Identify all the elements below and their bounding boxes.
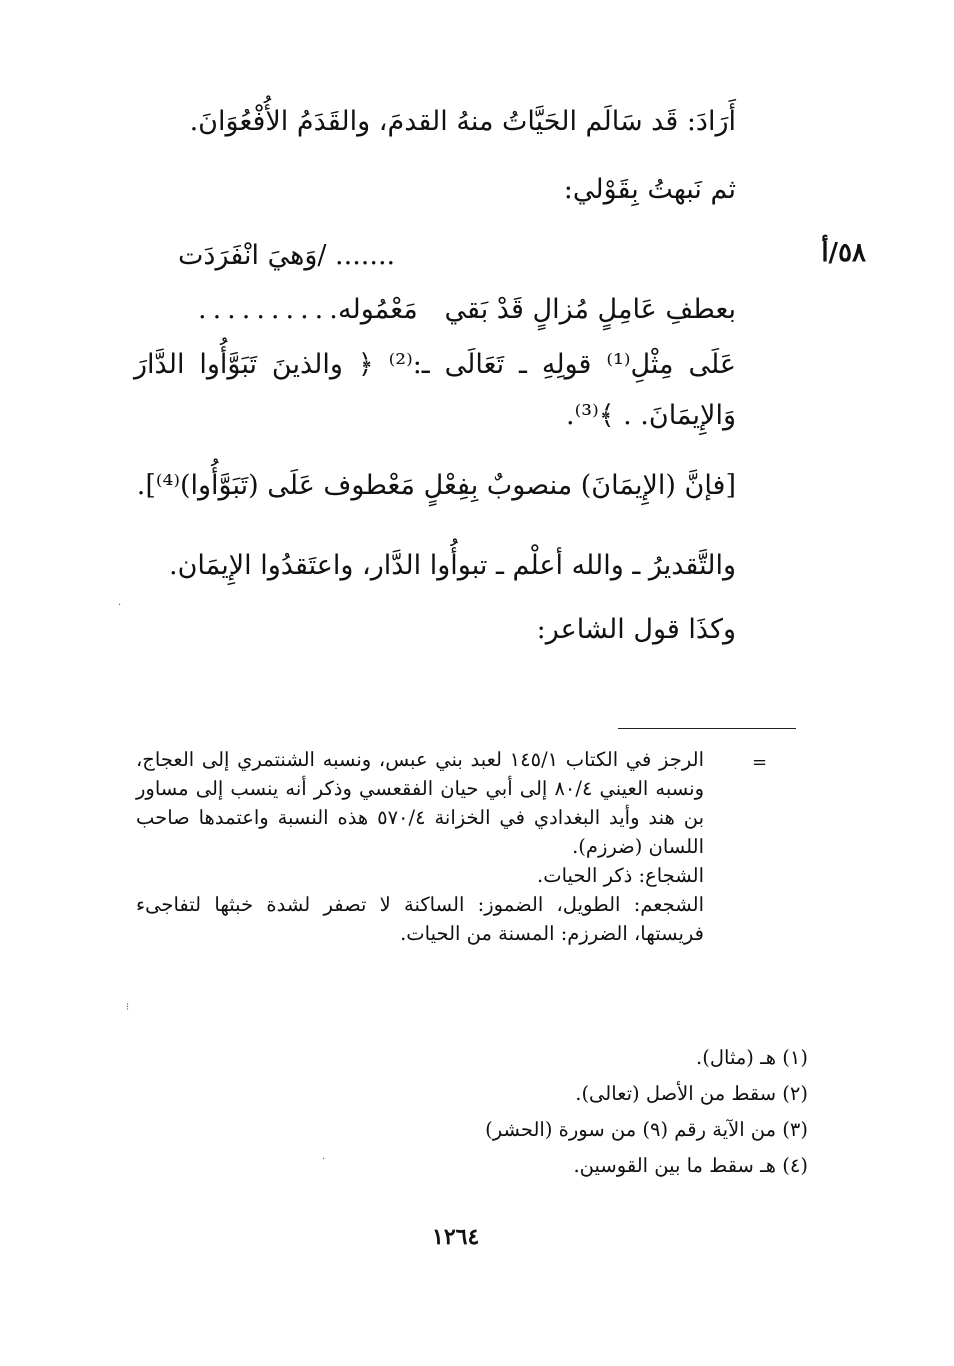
footnote-separator [618,728,796,729]
scan-speck: · [118,600,122,611]
scan-speck: ⁝ [126,1002,130,1013]
continued-footnote-paragraph-3: الشجعم: الطويل، الضموز: الساكنة لا تصفر لشدة خبثها لتفاجىء فريستها، الضرزم: المسنة من الحيات. [136,893,704,945]
text-line-4: وَالإِيمَانَ. . ﴾⁽³⁾. [566,400,736,431]
text-line-5: [فإنَّ (الإِيمَانَ) منصوبٌ بِفِعْلٍ مَعْطوف عَلَى (تَبَوَّأُوا)⁽⁴⁾]. [136,470,736,501]
continued-footnote-paragraph-1: الرجز في الكتاب ١٤٥/١ لعبد بني عبس، ونسبه الشنتمري إلى العجاج، ونسبه العيني ٨٠/٤ إلى أبي حيان الفقعسي وذكر أنه ينسب إلى مساور بن هند وأيد البغدادي في الخزانة ٥٧٠/٤ هذه النسبة واعتمدها صاحب اللسان (ضرزم). [136,748,704,858]
footnote-1: (١) هـ (مثال). [696,1046,808,1069]
footnote-3: (٣) من الآية رقم (٩) من سورة (الحشر) [485,1118,808,1141]
footnote-4: (٤) هـ سقط ما بين القوسين. [573,1154,808,1177]
text-line-2: ثم نَبهتُ بِقَوْلي: [563,174,736,205]
scan-speck: · [322,1154,326,1165]
text-line-7: وكذَا قول الشاعر: [536,614,736,645]
text-line-1: أَرَادَ: قَد سَالَم الحَيَّاتُ منهُ القدمَ، والقَدَمُ الأُفْعُوَانَ. [189,106,736,137]
footnotes [485,1040,808,1184]
verse-line-2-second-hemistich: مَعْمُوله [338,294,418,325]
text-line-3: عَلَى مِثْلِ⁽¹⁾ قولِهِ ـ تَعَالَى ـ:⁽²⁾ ﴿ والذينَ تَبَوَّأُوا الدَّارَ [134,349,736,380]
continued-footnote [136,745,704,948]
verse-line-2-first-hemistich: بعطفِ عَامِلٍ مُزالٍ قَدْ بَقي [444,294,736,325]
folio-marker: ٥٨/أ [821,238,866,268]
continued-footnote-paragraph-2: الشجاع: ذكر الحيات. [537,864,704,887]
page-number: ١٢٦٤ [432,1224,480,1250]
footnote-2: (٢) سقط من الأصل (تعالى). [575,1082,808,1105]
verse-line-2-dots: .......... [198,294,344,325]
continuation-marker: = [752,752,768,773]
verse-line-1: ....... /وَهيَ انْفَرَدَت [178,240,396,271]
text-line-6: والتَّقديرُ ـ والله أعلْم ـ تبوأُوا الدَّار، واعتَقدُوا الإِيمَان. [169,550,736,581]
